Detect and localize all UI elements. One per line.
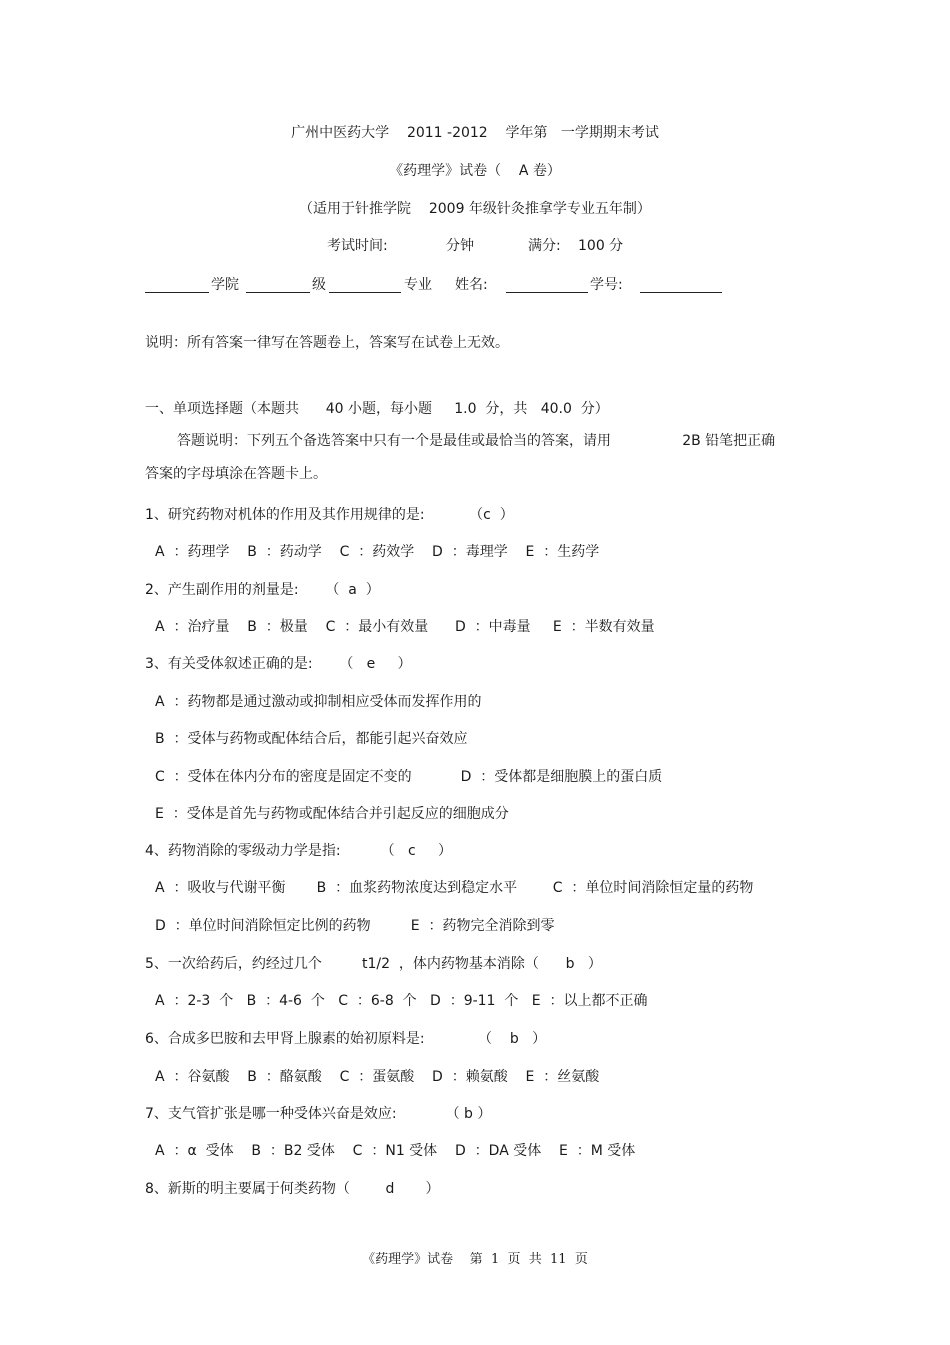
name-blank [506, 292, 588, 293]
question-8: 8、新斯的明主要属于何类药物（ d ） [145, 1181, 440, 1197]
question-3: 3、有关受体叙述正确的是: （ e ） [145, 656, 412, 672]
exam-time-unit: 分钟 [446, 238, 474, 254]
question-5-options: A ：2-3 个 B ：4-6 个 C ：6-8 个 D ：9-11 个 E ：以上都不正确 [155, 993, 648, 1009]
question-4-options-row1: A ：吸收与代谢平衡 B ：血浆药物浓度达到稳定水平 C ：单位时间消除恒定量的药物 [155, 880, 754, 896]
college-label: 学院 [211, 277, 239, 293]
student-id-blank [640, 292, 722, 293]
question-4-options-row2: D ：单位时间消除恒定比例的药物 E ：药物完全消除到零 [155, 918, 555, 934]
page-footer: 《药理学》试卷 第 1 页 共 11 页 [362, 1252, 588, 1267]
question-3-option-e: E ：受体是首先与药物或配体结合并引起反应的细胞成分 [155, 806, 509, 822]
instruction: 说明：所有答案一律写在答题卷上，答案写在试卷上无效。 [145, 335, 509, 351]
question-5: 5、一次给药后，约经过几个 t1/2 ，体内药物基本消除（ b ） [145, 956, 602, 972]
question-7: 7、支气管扩张是哪一种受体兴奋是效应: （ b ） [145, 1106, 492, 1122]
question-3-option-a: A ：药物都是通过激动或抑制相应受体而发挥作用的 [155, 694, 482, 710]
grade-label: 级 [312, 277, 326, 293]
exam-scope: （适用于针推学院 2009 年级针灸推拿学专业五年制） [299, 201, 651, 217]
question-2: 2、产生副作用的剂量是: （ a ） [145, 582, 380, 598]
answer-note-line2: 答案的字母填涂在答题卡上。 [145, 466, 327, 482]
student-id-label: 学号: [590, 277, 623, 293]
exam-subtitle: 《药理学》试卷（ A 卷） [389, 163, 561, 179]
grade-blank [246, 292, 310, 293]
major-label: 专业 [404, 277, 432, 293]
question-6: 6、合成多巴胺和去甲肾上腺素的始初原料是: （ b ） [145, 1031, 547, 1047]
full-score-value: 100 分 [578, 238, 624, 254]
question-3-option-b: B ：受体与药物或配体结合后，都能引起兴奋效应 [155, 731, 468, 747]
exam-time-label: 考试时间: [327, 238, 388, 254]
question-1-options: A ：药理学 B ：药动学 C ：药效学 D ：毒理学 E ：生药学 [155, 544, 600, 560]
question-6-options: A ：谷氨酸 B ：酪氨酸 C ：蛋氨酸 D ：赖氨酸 E ：丝氨酸 [155, 1069, 600, 1085]
question-7-options: A ：α 受体 B ：B2 受体 C ：N1 受体 D ：DA 受体 E ：M 受体 [155, 1143, 636, 1159]
college-blank [145, 292, 209, 293]
section-heading: 一、单项选择题（本题共 40 小题，每小题 1.0 分，共 40.0 分） [145, 401, 609, 417]
full-score-label: 满分: [528, 238, 561, 254]
question-3-option-cd: C ：受体在体内分布的密度是固定不变的 D ：受体都是细胞膜上的蛋白质 [155, 769, 663, 785]
question-4: 4、药物消除的零级动力学是指: （ c ） [145, 843, 452, 859]
name-label: 姓名: [455, 277, 488, 293]
question-2-options: A ：治疗量 B ：极量 C ：最小有效量 D ：中毒量 E ：半数有效量 [155, 619, 655, 635]
answer-note-line1: 答题说明：下列五个备选答案中只有一个是最佳或最恰当的答案，请用 2B 铅笔把正确 [177, 433, 776, 449]
major-blank [329, 292, 401, 293]
question-1: 1、研究药物对机体的作用及其作用规律的是: （c ） [145, 507, 514, 523]
exam-title: 广州中医药大学 2011 -2012 学年第 一学期期末考试 [291, 125, 659, 141]
